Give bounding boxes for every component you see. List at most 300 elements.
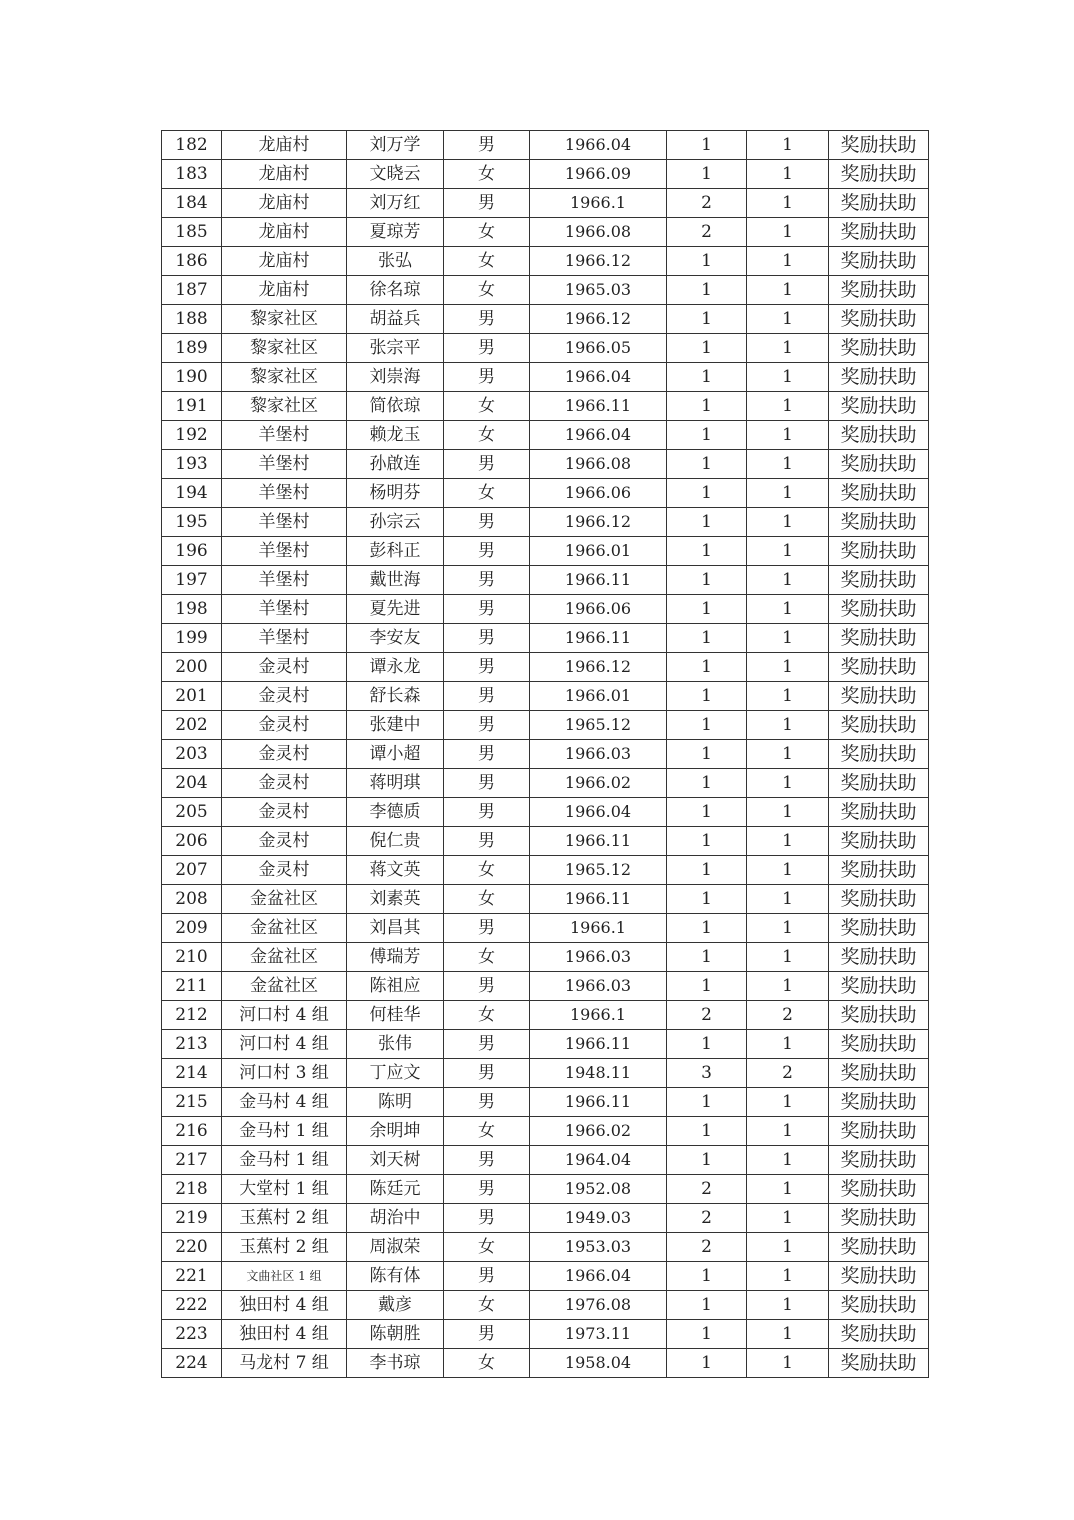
children-count-cell: 1 [667,885,747,914]
support-type-cell: 奖励扶助 [829,914,929,943]
daughters-count-cell: 1 [747,1030,829,1059]
daughters-count-cell: 1 [747,595,829,624]
daughters-count-cell: 1 [747,508,829,537]
support-type-cell: 奖励扶助 [829,508,929,537]
name-cell: 陈有体 [347,1262,444,1291]
table-row [162,653,929,682]
children-count-cell: 1 [667,769,747,798]
birth-date-cell: 1966.11 [530,566,667,595]
support-type-cell: 奖励扶助 [829,566,929,595]
serial-number-cell: 222 [162,1291,222,1320]
support-type-cell: 奖励扶助 [829,943,929,972]
children-count-cell: 1 [667,798,747,827]
birth-date-cell: 1965.03 [530,276,667,305]
support-type-cell: 奖励扶助 [829,885,929,914]
birth-date-cell: 1966.05 [530,334,667,363]
serial-number-cell: 207 [162,856,222,885]
birth-date-cell: 1966.12 [530,508,667,537]
name-cell: 陈朝胜 [347,1320,444,1349]
birth-date-cell: 1966.11 [530,624,667,653]
gender-cell: 男 [444,682,530,711]
daughters-count-cell: 1 [747,769,829,798]
table-row [162,247,929,276]
village-cell: 河口村 3 组 [222,1059,347,1088]
gender-cell: 男 [444,131,530,160]
children-count-cell: 1 [667,1146,747,1175]
daughters-count-cell: 1 [747,856,829,885]
village-cell: 羊堡村 [222,479,347,508]
birth-date-cell: 1958.04 [530,1349,667,1378]
table-row [162,566,929,595]
children-count-cell: 1 [667,566,747,595]
children-count-cell: 1 [667,914,747,943]
table-row [162,624,929,653]
village-cell: 龙庙村 [222,189,347,218]
gender-cell: 男 [444,624,530,653]
support-type-cell: 奖励扶助 [829,450,929,479]
birth-date-cell: 1953.03 [530,1233,667,1262]
children-count-cell: 1 [667,537,747,566]
birth-date-cell: 1966.04 [530,131,667,160]
village-cell: 羊堡村 [222,624,347,653]
gender-cell: 女 [444,885,530,914]
daughters-count-cell: 1 [747,363,829,392]
table-row [162,711,929,740]
name-cell: 胡益兵 [347,305,444,334]
serial-number-cell: 224 [162,1349,222,1378]
birth-date-cell: 1966.08 [530,218,667,247]
name-cell: 陈廷元 [347,1175,444,1204]
support-type-cell: 奖励扶助 [829,392,929,421]
daughters-count-cell: 1 [747,1088,829,1117]
serial-number-cell: 206 [162,827,222,856]
support-type-cell: 奖励扶助 [829,334,929,363]
serial-number-cell: 185 [162,218,222,247]
table-row [162,131,929,160]
name-cell: 倪仁贵 [347,827,444,856]
support-type-cell: 奖励扶助 [829,1291,929,1320]
gender-cell: 男 [444,1320,530,1349]
daughters-count-cell: 2 [747,1059,829,1088]
serial-number-cell: 201 [162,682,222,711]
children-count-cell: 1 [667,247,747,276]
support-type-cell: 奖励扶助 [829,363,929,392]
support-type-cell: 奖励扶助 [829,1204,929,1233]
serial-number-cell: 184 [162,189,222,218]
support-type-cell: 奖励扶助 [829,131,929,160]
gender-cell: 女 [444,943,530,972]
serial-number-cell: 205 [162,798,222,827]
name-cell: 李德质 [347,798,444,827]
daughters-count-cell: 1 [747,1320,829,1349]
serial-number-cell: 215 [162,1088,222,1117]
children-count-cell: 1 [667,827,747,856]
table-row [162,682,929,711]
birth-date-cell: 1966.1 [530,914,667,943]
support-type-cell: 奖励扶助 [829,1175,929,1204]
children-count-cell: 1 [667,479,747,508]
table-row [162,856,929,885]
name-cell: 张建中 [347,711,444,740]
table-row [162,798,929,827]
village-cell: 金马村 1 组 [222,1117,347,1146]
village-cell: 金灵村 [222,711,347,740]
table-row [162,1001,929,1030]
gender-cell: 女 [444,218,530,247]
daughters-count-cell: 1 [747,1262,829,1291]
name-cell: 傅瑞芳 [347,943,444,972]
daughters-count-cell: 1 [747,1233,829,1262]
table-row [162,189,929,218]
name-cell: 刘素英 [347,885,444,914]
gender-cell: 女 [444,479,530,508]
village-cell: 文曲社区 1 组 [222,1262,347,1291]
gender-cell: 女 [444,392,530,421]
gender-cell: 男 [444,595,530,624]
birth-date-cell: 1966.06 [530,595,667,624]
table-row [162,1088,929,1117]
gender-cell: 男 [444,537,530,566]
serial-number-cell: 216 [162,1117,222,1146]
table-row [162,1146,929,1175]
support-type-cell: 奖励扶助 [829,218,929,247]
children-count-cell: 3 [667,1059,747,1088]
village-cell: 金马村 1 组 [222,1146,347,1175]
table-row [162,218,929,247]
support-type-cell: 奖励扶助 [829,479,929,508]
children-count-cell: 2 [667,1175,747,1204]
daughters-count-cell: 1 [747,682,829,711]
daughters-count-cell: 1 [747,450,829,479]
table-row [162,972,929,1001]
daughters-count-cell: 1 [747,653,829,682]
village-cell: 龙庙村 [222,160,347,189]
village-cell: 金盆社区 [222,943,347,972]
children-count-cell: 1 [667,653,747,682]
daughters-count-cell: 1 [747,1117,829,1146]
village-cell: 河口村 4 组 [222,1030,347,1059]
children-count-cell: 1 [667,334,747,363]
birth-date-cell: 1964.04 [530,1146,667,1175]
serial-number-cell: 182 [162,131,222,160]
gender-cell: 男 [444,508,530,537]
village-cell: 龙庙村 [222,131,347,160]
daughters-count-cell: 1 [747,305,829,334]
birth-date-cell: 1966.04 [530,421,667,450]
name-cell: 蒋明琪 [347,769,444,798]
support-type-cell: 奖励扶助 [829,769,929,798]
name-cell: 何桂华 [347,1001,444,1030]
children-count-cell: 1 [667,131,747,160]
table-row [162,943,929,972]
birth-date-cell: 1966.01 [530,537,667,566]
daughters-count-cell: 1 [747,276,829,305]
support-type-cell: 奖励扶助 [829,682,929,711]
name-cell: 李安友 [347,624,444,653]
table-row [162,1349,929,1378]
daughters-count-cell: 1 [747,479,829,508]
village-cell: 羊堡村 [222,595,347,624]
serial-number-cell: 191 [162,392,222,421]
name-cell: 刘万红 [347,189,444,218]
village-cell: 羊堡村 [222,421,347,450]
support-type-cell: 奖励扶助 [829,1262,929,1291]
birth-date-cell: 1966.09 [530,160,667,189]
village-cell: 龙庙村 [222,218,347,247]
daughters-count-cell: 1 [747,1175,829,1204]
gender-cell: 男 [444,189,530,218]
table-row [162,508,929,537]
daughters-count-cell: 1 [747,334,829,363]
serial-number-cell: 223 [162,1320,222,1349]
children-count-cell: 1 [667,1349,747,1378]
serial-number-cell: 198 [162,595,222,624]
children-count-cell: 1 [667,972,747,1001]
name-cell: 陈祖应 [347,972,444,1001]
daughters-count-cell: 1 [747,160,829,189]
children-count-cell: 1 [667,1320,747,1349]
daughters-count-cell: 1 [747,914,829,943]
support-type-cell: 奖励扶助 [829,1146,929,1175]
village-cell: 龙庙村 [222,276,347,305]
serial-number-cell: 197 [162,566,222,595]
serial-number-cell: 204 [162,769,222,798]
children-count-cell: 1 [667,1262,747,1291]
birth-date-cell: 1976.08 [530,1291,667,1320]
village-cell: 金灵村 [222,827,347,856]
village-cell: 金盆社区 [222,972,347,1001]
gender-cell: 女 [444,1117,530,1146]
serial-number-cell: 213 [162,1030,222,1059]
birth-date-cell: 1965.12 [530,711,667,740]
daughters-count-cell: 1 [747,566,829,595]
daughters-count-cell: 1 [747,711,829,740]
beneficiary-table [161,130,929,1378]
gender-cell: 男 [444,334,530,363]
gender-cell: 男 [444,1175,530,1204]
children-count-cell: 1 [667,682,747,711]
support-type-cell: 奖励扶助 [829,1030,929,1059]
support-type-cell: 奖励扶助 [829,740,929,769]
birth-date-cell: 1966.11 [530,1030,667,1059]
table-row [162,537,929,566]
village-cell: 金盆社区 [222,885,347,914]
serial-number-cell: 203 [162,740,222,769]
name-cell: 简依琼 [347,392,444,421]
name-cell: 张伟 [347,1030,444,1059]
serial-number-cell: 220 [162,1233,222,1262]
table-row [162,1204,929,1233]
table-row [162,450,929,479]
serial-number-cell: 190 [162,363,222,392]
birth-date-cell: 1966.04 [530,363,667,392]
support-type-cell: 奖励扶助 [829,1349,929,1378]
support-type-cell: 奖励扶助 [829,1001,929,1030]
gender-cell: 男 [444,450,530,479]
gender-cell: 男 [444,363,530,392]
table-row [162,479,929,508]
birth-date-cell: 1966.12 [530,305,667,334]
serial-number-cell: 189 [162,334,222,363]
serial-number-cell: 221 [162,1262,222,1291]
birth-date-cell: 1973.11 [530,1320,667,1349]
birth-date-cell: 1966.03 [530,740,667,769]
village-cell: 羊堡村 [222,537,347,566]
birth-date-cell: 1965.12 [530,856,667,885]
birth-date-cell: 1966.1 [530,189,667,218]
village-cell: 金灵村 [222,682,347,711]
birth-date-cell: 1966.06 [530,479,667,508]
support-type-cell: 奖励扶助 [829,711,929,740]
support-type-cell: 奖励扶助 [829,276,929,305]
village-cell: 黎家社区 [222,305,347,334]
birth-date-cell: 1966.12 [530,247,667,276]
table-row [162,740,929,769]
gender-cell: 女 [444,160,530,189]
village-cell: 大堂村 1 组 [222,1175,347,1204]
name-cell: 文晓云 [347,160,444,189]
serial-number-cell: 193 [162,450,222,479]
village-cell: 玉蕉村 2 组 [222,1204,347,1233]
name-cell: 戴彦 [347,1291,444,1320]
support-type-cell: 奖励扶助 [829,247,929,276]
table-row [162,392,929,421]
serial-number-cell: 208 [162,885,222,914]
gender-cell: 男 [444,914,530,943]
village-cell: 独田村 4 组 [222,1320,347,1349]
gender-cell: 男 [444,1088,530,1117]
name-cell: 张宗平 [347,334,444,363]
birth-date-cell: 1966.11 [530,392,667,421]
children-count-cell: 1 [667,1088,747,1117]
name-cell: 胡治中 [347,1204,444,1233]
support-type-cell: 奖励扶助 [829,624,929,653]
gender-cell: 男 [444,769,530,798]
village-cell: 黎家社区 [222,363,347,392]
table-row [162,1233,929,1262]
birth-date-cell: 1966.1 [530,1001,667,1030]
children-count-cell: 1 [667,421,747,450]
gender-cell: 女 [444,1291,530,1320]
daughters-count-cell: 1 [747,421,829,450]
name-cell: 戴世海 [347,566,444,595]
table-body [162,131,929,1378]
gender-cell: 男 [444,711,530,740]
support-type-cell: 奖励扶助 [829,972,929,1001]
children-count-cell: 1 [667,1117,747,1146]
gender-cell: 女 [444,276,530,305]
gender-cell: 女 [444,1233,530,1262]
children-count-cell: 1 [667,1030,747,1059]
name-cell: 张弘 [347,247,444,276]
table-row [162,363,929,392]
serial-number-cell: 194 [162,479,222,508]
birth-date-cell: 1949.03 [530,1204,667,1233]
serial-number-cell: 196 [162,537,222,566]
daughters-count-cell: 1 [747,624,829,653]
birth-date-cell: 1966.11 [530,827,667,856]
serial-number-cell: 192 [162,421,222,450]
daughters-count-cell: 1 [747,943,829,972]
table-row [162,595,929,624]
support-type-cell: 奖励扶助 [829,1059,929,1088]
name-cell: 孙宗云 [347,508,444,537]
village-cell: 金灵村 [222,769,347,798]
serial-number-cell: 214 [162,1059,222,1088]
birth-date-cell: 1966.11 [530,885,667,914]
gender-cell: 男 [444,1059,530,1088]
serial-number-cell: 187 [162,276,222,305]
birth-date-cell: 1966.11 [530,1088,667,1117]
support-type-cell: 奖励扶助 [829,856,929,885]
serial-number-cell: 200 [162,653,222,682]
birth-date-cell: 1966.03 [530,943,667,972]
table-row [162,1291,929,1320]
children-count-cell: 1 [667,711,747,740]
table-row [162,334,929,363]
gender-cell: 男 [444,1262,530,1291]
table-row [162,1059,929,1088]
birth-date-cell: 1966.02 [530,1117,667,1146]
name-cell: 刘万学 [347,131,444,160]
table-row [162,1117,929,1146]
village-cell: 金盆社区 [222,914,347,943]
daughters-count-cell: 2 [747,1001,829,1030]
support-type-cell: 奖励扶助 [829,189,929,218]
daughters-count-cell: 1 [747,131,829,160]
village-cell: 河口村 4 组 [222,1001,347,1030]
support-type-cell: 奖励扶助 [829,1088,929,1117]
daughters-count-cell: 1 [747,392,829,421]
table-row [162,1262,929,1291]
table-row [162,1175,929,1204]
village-cell: 黎家社区 [222,334,347,363]
gender-cell: 女 [444,421,530,450]
name-cell: 刘天树 [347,1146,444,1175]
table-row [162,305,929,334]
gender-cell: 男 [444,972,530,1001]
gender-cell: 男 [444,566,530,595]
daughters-count-cell: 1 [747,218,829,247]
children-count-cell: 1 [667,392,747,421]
village-cell: 羊堡村 [222,508,347,537]
children-count-cell: 2 [667,218,747,247]
gender-cell: 男 [444,305,530,334]
table-row [162,914,929,943]
support-type-cell: 奖励扶助 [829,827,929,856]
village-cell: 玉蕉村 2 组 [222,1233,347,1262]
gender-cell: 男 [444,798,530,827]
serial-number-cell: 218 [162,1175,222,1204]
children-count-cell: 1 [667,508,747,537]
birth-date-cell: 1966.04 [530,798,667,827]
gender-cell: 男 [444,827,530,856]
name-cell: 谭小超 [347,740,444,769]
children-count-cell: 2 [667,1001,747,1030]
serial-number-cell: 219 [162,1204,222,1233]
name-cell: 周淑荣 [347,1233,444,1262]
daughters-count-cell: 1 [747,1291,829,1320]
daughters-count-cell: 1 [747,885,829,914]
children-count-cell: 1 [667,624,747,653]
daughters-count-cell: 1 [747,1349,829,1378]
birth-date-cell: 1952.08 [530,1175,667,1204]
daughters-count-cell: 1 [747,189,829,218]
support-type-cell: 奖励扶助 [829,798,929,827]
name-cell: 彭科正 [347,537,444,566]
children-count-cell: 1 [667,595,747,624]
table-row [162,885,929,914]
